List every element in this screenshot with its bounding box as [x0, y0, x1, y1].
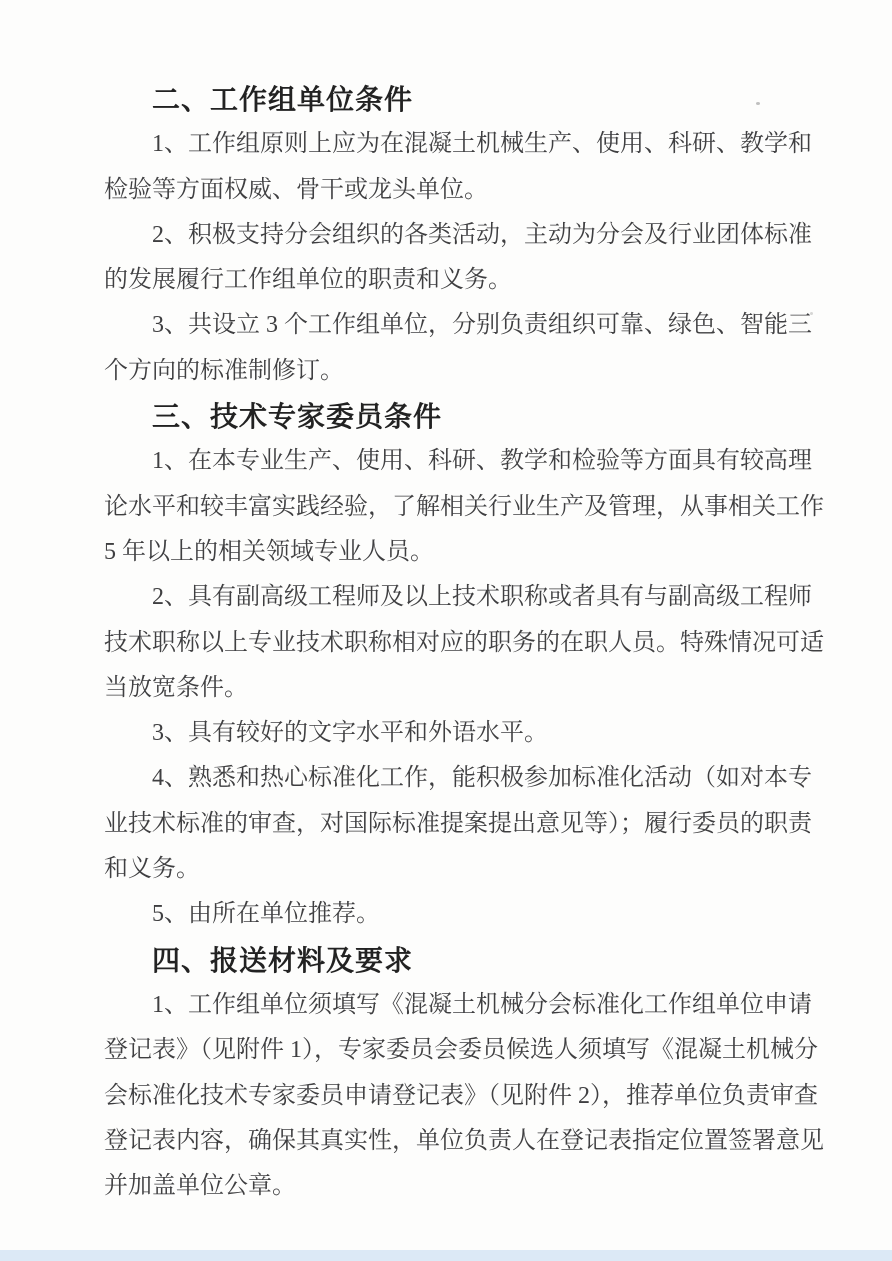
text-line: 会标准化技术专家委员申请登记表》（见附件 2），推荐单位负责审查 — [104, 1082, 818, 1109]
text-line: 检验等方面权威、骨干或龙头单位。 — [104, 176, 488, 203]
document-text-block — [104, 77, 834, 1209]
text-line: 登记表内容，确保其真实性，单位负责人在登记表指定位置签署意见 — [104, 1127, 824, 1154]
scan-speck — [810, 312, 813, 315]
section-heading: 三、技术专家委员条件 — [152, 401, 443, 433]
text-line: 个方向的标准制修订。 — [104, 357, 344, 384]
scan-speck — [756, 102, 760, 105]
section-heading: 二、工作组单位条件 — [152, 84, 414, 115]
text-line: 的发展履行工作组单位的职责和义务。 — [104, 267, 512, 294]
text-line: 1、工作组原则上应为在混凝土机械生产、使用、科研、教学和 — [152, 131, 812, 158]
text-line: 当放宽条件。 — [104, 674, 248, 701]
section-heading: 四、报送材料及要求 — [152, 944, 414, 976]
text-line: 1、工作组单位须填写《混凝土机械分会标准化工作组单位申请 — [152, 991, 812, 1018]
text-line: 2、具有副高级工程师及以上技术职称或者具有与副高级工程师 — [152, 584, 812, 611]
scan-edge-strip — [0, 1250, 892, 1261]
text-line: 3、共设立 3 个工作组单位，分别负责组织可靠、绿色、智能三 — [152, 312, 812, 339]
text-line: 和义务。 — [104, 856, 200, 883]
text-line: 5 年以上的相关领域专业人员。 — [104, 538, 434, 565]
text-line: 业技术标准的审查，对国际标准提案提出意见等）；履行委员的职责 — [104, 810, 812, 837]
text-line: 论水平和较丰富实践经验，了解相关行业生产及管理，从事相关工作 — [104, 493, 824, 520]
text-line: 技术职称以上专业技术职称相对应的职务的在职人员。特殊情况可适 — [104, 629, 824, 656]
text-line: 1、在本专业生产、使用、科研、教学和检验等方面具有较高理 — [152, 448, 812, 475]
text-line: 登记表》（见附件 1），专家委员会委员候选人须填写《混凝土机械分 — [104, 1037, 818, 1064]
text-line: 2、积极支持分会组织的各类活动，主动为分会及行业团体标准 — [152, 221, 812, 248]
text-line: 并加盖单位公章。 — [104, 1173, 296, 1200]
text-line: 3、具有较好的文字水平和外语水平。 — [152, 720, 548, 747]
text-line: 5、由所在单位推荐。 — [152, 901, 380, 928]
text-line: 4、熟悉和热心标准化工作，能积极参加标准化活动（如对本专 — [152, 765, 812, 792]
